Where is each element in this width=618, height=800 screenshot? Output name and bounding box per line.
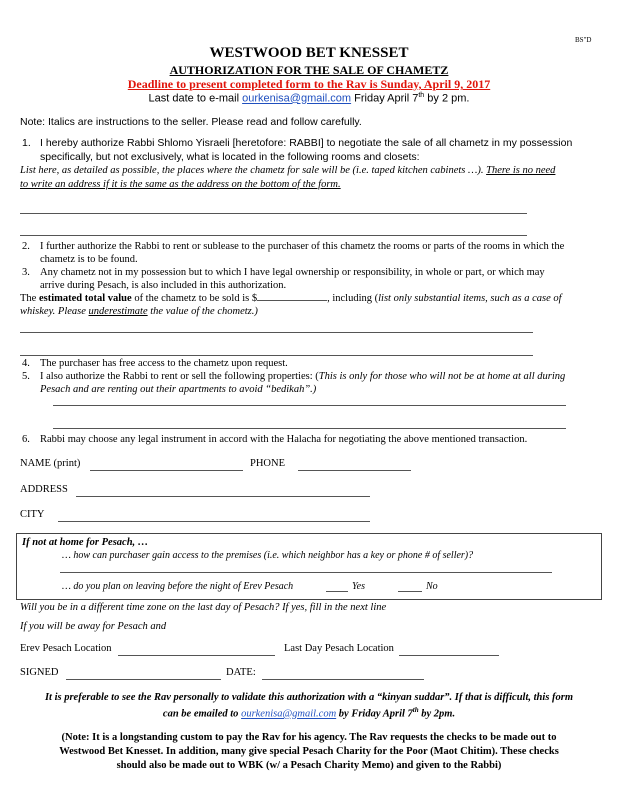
footer-note-line-1: (Note: It is a longstanding custom to pay the Rav for his agency. The Rav requests the checks to be made out to	[61, 732, 557, 743]
item-1-instruction-1b: There is no need	[486, 165, 556, 176]
last-day-pesach-field[interactable]	[399, 655, 499, 656]
value-instruction: list only substantial items, such as a case of	[378, 293, 562, 304]
footer-note-line-2: Westwood Bet Knesset. In addition, many give special Pesach Charity for the Poor (Maot Chitim). These checks	[59, 746, 559, 757]
value-bold: estimated total value	[38, 293, 132, 304]
address-label: ADDRESS	[20, 484, 68, 495]
item-5-line-1a: I also authorize the Rabbi to rent or sell the following properties: (	[40, 371, 319, 382]
yes-blank[interactable]	[326, 591, 348, 592]
email-line-sup: th	[418, 92, 425, 99]
bsd-mark: BS"D	[575, 36, 592, 44]
signature-field[interactable]	[66, 679, 221, 680]
value-pre: The	[20, 293, 39, 304]
no-option: No	[426, 581, 438, 592]
footer-validation-line-1: It is preferable to see the Rav personally to validate this authorization with a “kinyan suddar”. If that is difficult, this form	[44, 692, 574, 703]
signed-label: SIGNED	[20, 667, 59, 678]
timezone-question: Will you be in a different time zone on the last day of Pesach? If yes, fill in the next line	[20, 602, 387, 613]
value-instr2-b: the value of the chometz.)	[147, 306, 258, 317]
item-2-number: 2.	[22, 241, 30, 252]
yes-option: Yes	[352, 581, 365, 592]
away-box-heading: If not at home for Pesach, …	[22, 537, 149, 548]
org-title: WESTWOOD BET KNESSET	[209, 45, 409, 61]
item-3-line-2: arrive during Pesach, is also included in this authorization.	[40, 280, 287, 291]
leaving-question: … do you plan on leaving before the night of Erev Pesach	[62, 581, 294, 592]
item-6-text: Rabbi may choose any legal instrument in accord with the Halacha for negotiating the above mentioned transaction.	[40, 434, 528, 445]
value-instruction-2	[20, 306, 258, 317]
item-1-instruction-2: to write an address if it is the same as the address on the bottom of the form.	[20, 179, 341, 190]
form-subtitle: AUTHORIZATION FOR THE SALE OF CHAMETZ	[169, 63, 449, 77]
phone-field[interactable]	[298, 470, 411, 471]
footer-sup: th	[412, 706, 419, 714]
name-label: NAME (print)	[20, 458, 81, 469]
date-label: DATE:	[226, 667, 256, 678]
footer-note-line-3: should also be made out to WBK (w/ a Pesach Charity Memo) and given to the Rabbi)	[116, 760, 502, 771]
instructions-note: Note: Italics are instructions to the seller. Please read and follow carefully.	[20, 116, 362, 128]
item-1-instruction-1a: List here, as detailed as possible, the places where the chametz for sale will be (i.e. taped kitchen cabinets …).	[20, 165, 487, 176]
access-question: … how can purchaser gain access to the premises (i.e. which neighbor has a key or phone # of seller)?	[62, 550, 474, 561]
item-2-line-2: chametz is to be found.	[40, 254, 138, 265]
item-3-line-1: Any chametz not in my possession but to which I have legal ownership or responsibility, in whole or part, or which may	[40, 267, 545, 278]
footer-line-2c: by 2pm.	[418, 708, 456, 720]
item-5-line-1b: This is only for those who will not be at home at all during	[318, 371, 566, 382]
footer-line-2a: can be emailed to	[162, 708, 242, 720]
deadline-notice: Deadline to present completed form to the Rav is Sunday, April 9, 2017	[127, 77, 491, 91]
properties-line-2[interactable]	[53, 428, 566, 429]
item-3-number: 3.	[22, 267, 30, 278]
email-line-pre: Last date to e-mail	[148, 92, 240, 105]
item-1-line-2: specifically, but not exclusively, what is located in the following rooms and closets:	[40, 151, 420, 163]
item-5-line-2: Pesach and are renting out their apartments to avoid “bedikah”.)	[40, 384, 317, 395]
email-line-end: by 2 pm.	[427, 92, 470, 105]
footer-line-2b: by Friday April 7	[336, 708, 413, 720]
footer-email-link[interactable]: ourkenisa@gmail.com	[241, 708, 337, 720]
email-line-post: Friday April 7	[354, 92, 419, 105]
item-1-instruction-1	[20, 165, 555, 176]
item-1-number: 1.	[22, 137, 31, 149]
city-label: CITY	[20, 509, 45, 520]
no-blank[interactable]	[398, 591, 422, 592]
properties-line-1[interactable]	[53, 405, 566, 406]
address-field[interactable]	[76, 496, 370, 497]
erev-pesach-label: Erev Pesach Location	[20, 643, 112, 654]
item-5-line-1	[40, 371, 565, 382]
date-field[interactable]	[262, 679, 424, 680]
rooms-line-2[interactable]	[20, 235, 527, 236]
item-2-line-1: I further authorize the Rabbi to rent or sublease to the purchaser of this chametz the rooms or parts of the rooms in which the	[40, 241, 565, 252]
email-link[interactable]: ourkenisa@gmail.com	[242, 92, 352, 105]
erev-pesach-field[interactable]	[118, 655, 275, 656]
value-mid: of the chametz to be sold is $	[131, 293, 258, 304]
last-day-pesach-label: Last Day Pesach Location	[284, 643, 394, 654]
value-amount-blank[interactable]	[257, 300, 327, 301]
item-4-text: The purchaser has free access to the chametz upon request.	[40, 358, 288, 369]
item-1-line-1: I hereby authorize Rabbi Shlomo Yisraeli [heretofore: RABBI] to negotiate the sale of all chametz in my possession	[40, 137, 573, 149]
footer-validation-line-2	[0, 706, 618, 720]
name-field[interactable]	[90, 470, 243, 471]
phone-label: PHONE	[250, 458, 286, 469]
items-line-1[interactable]	[20, 332, 533, 333]
away-question: If you will be away for Pesach and	[20, 621, 167, 632]
value-instr2-a: whiskey. Please	[20, 306, 89, 317]
access-answer-line[interactable]	[60, 572, 552, 573]
rooms-line-1[interactable]	[20, 213, 527, 214]
value-after: , including (	[327, 293, 379, 304]
value-instr2-u: underestimate	[88, 306, 148, 317]
item-4-number: 4.	[22, 358, 30, 369]
item-6-number: 6.	[22, 434, 30, 445]
city-field[interactable]	[58, 521, 370, 522]
item-5-number: 5.	[22, 371, 30, 382]
items-line-2[interactable]	[20, 355, 533, 356]
email-deadline-line	[0, 92, 618, 105]
estimated-value-line	[20, 293, 562, 304]
